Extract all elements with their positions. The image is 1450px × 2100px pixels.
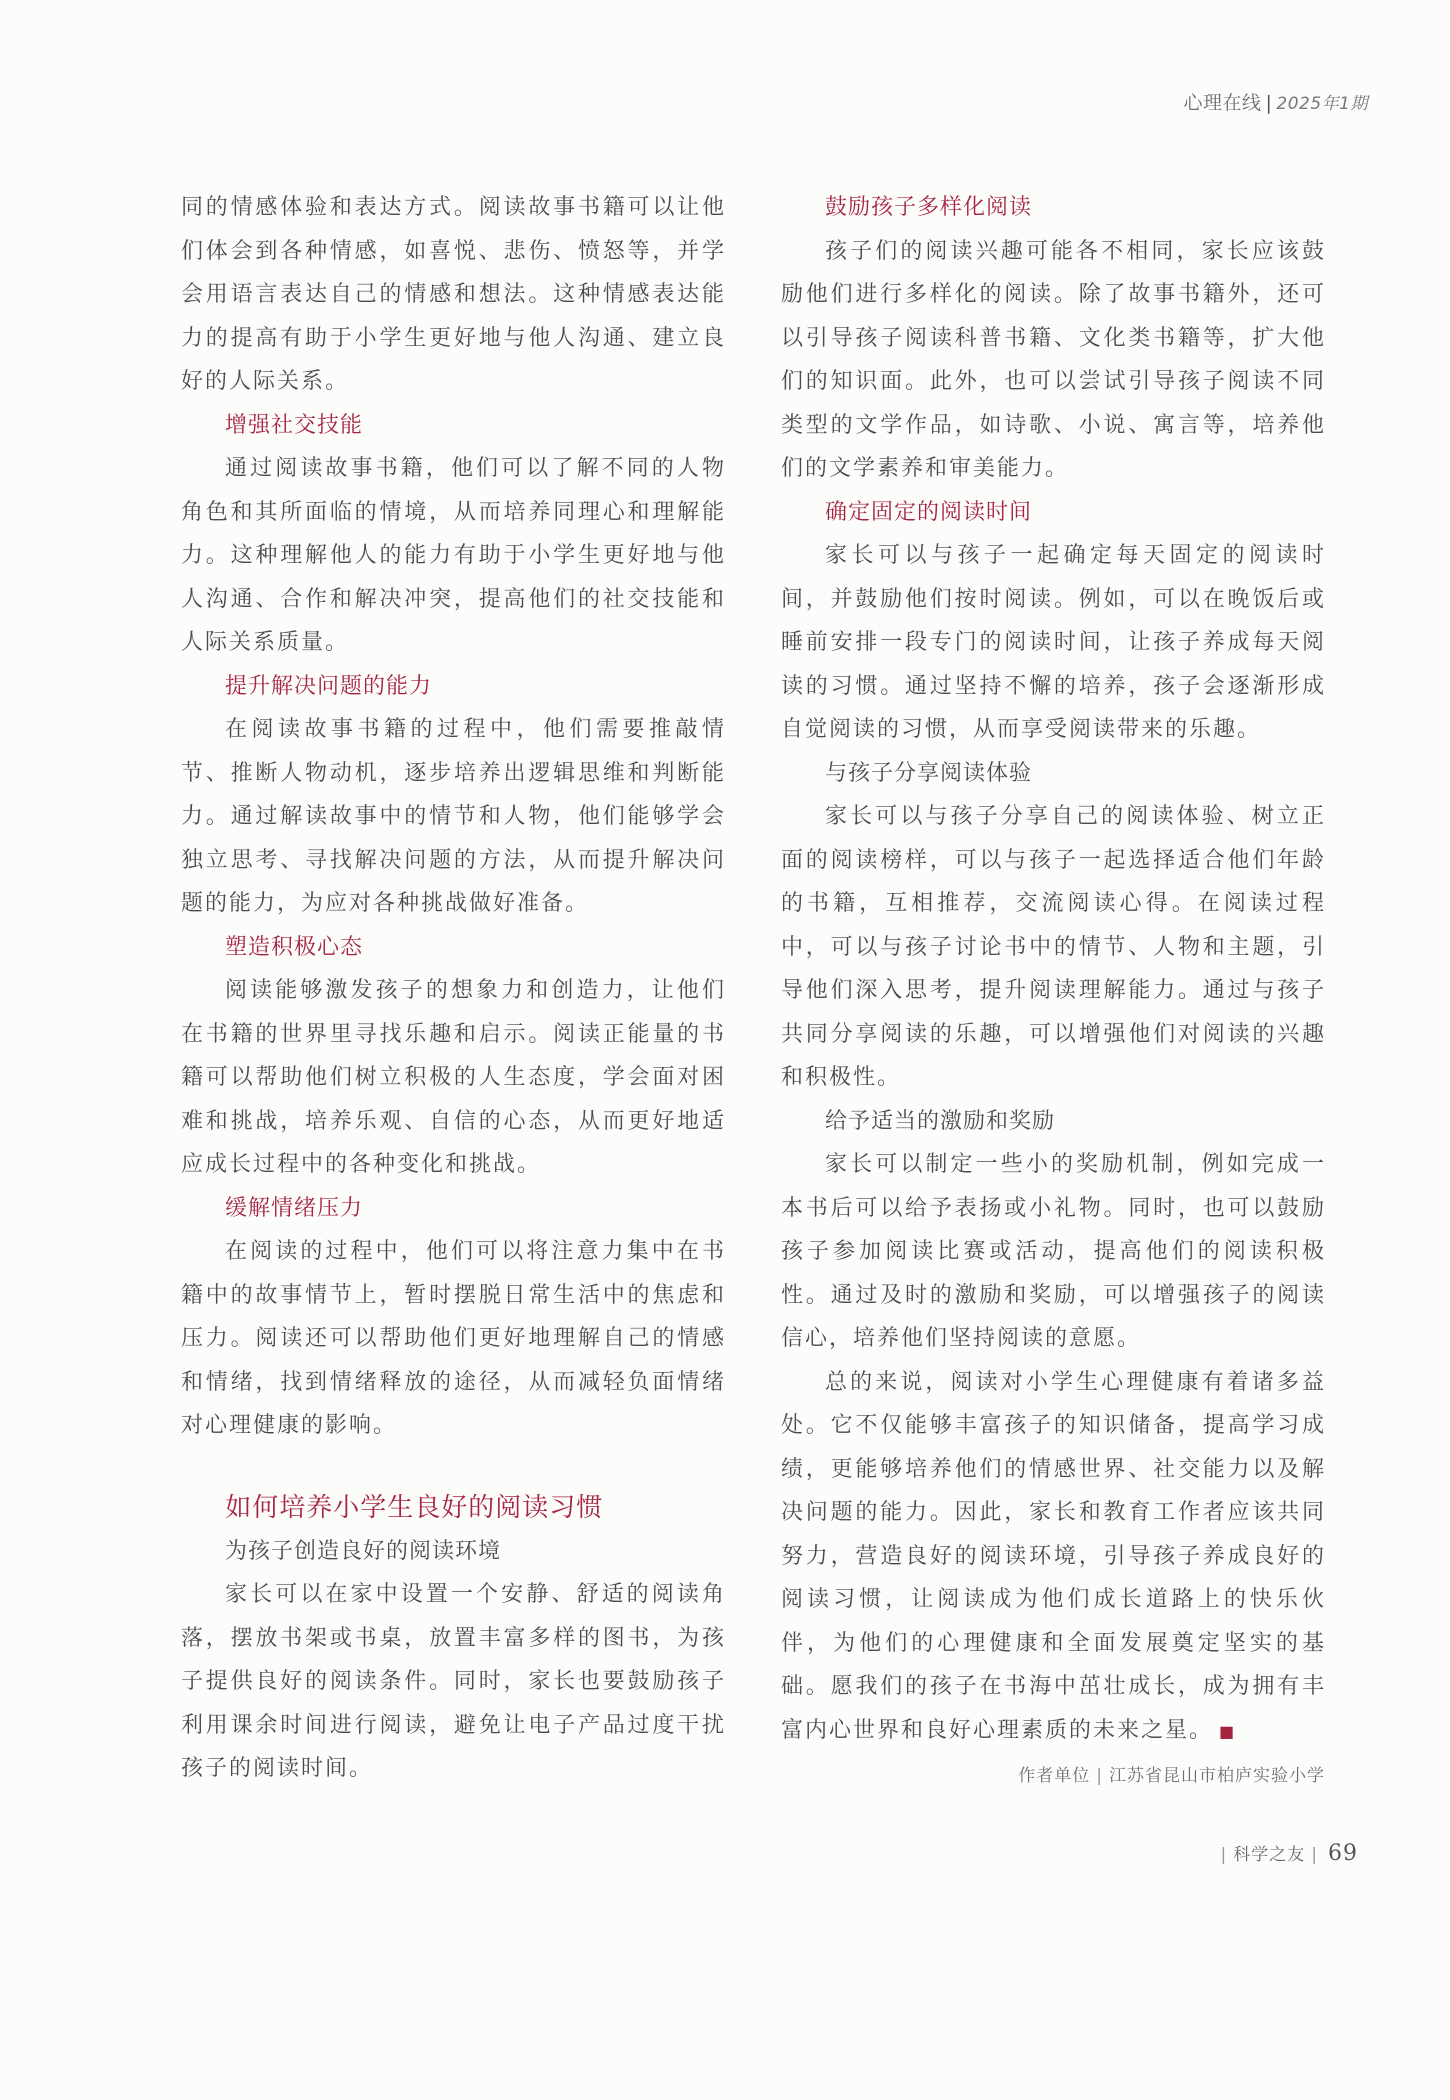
paragraph-diverse-reading: 孩子们的阅读兴趣可能各不相同，家长应该鼓励他们进行多样化的阅读。除了故事书籍外，还可以引导孩子阅读科普书籍、文化类书籍等，扩大他们的知识面。此外，也可以尝试引导孩子阅读不同类型的文学作品，如诗歌、小说、寓言等，培养他们的文学素养和审美能力。: [781, 238, 1326, 481]
conclusion-text: 总的来说，阅读对小学生心理健康有着诸多益处。它不仅能够丰富孩子的知识储备，提高学习成绩，更能够培养他们的情感世界、社交能力以及解决问题的能力。因此，家长和教育工作者应该共同努力，营造良好的阅读环境，引导孩子养成良好的阅读习惯，让阅读成为他们成长道路上的快乐伙伴，为他们的心理健康和全面发展奠定坚实的基础。愿我们的孩子在书海中茁壮成长，成为拥有丰富内心世界和良好心理素质的未来之星。: [781, 1369, 1326, 1743]
author-affiliation: [1018, 1761, 1325, 1786]
paragraph-problem-solving: 在阅读故事书籍的过程中，他们需要推敲情节、推断人物动机，逐步培养出逻辑思维和判断能力。通过解读故事中的情节和人物，他们能够学会独立思考、寻找解决问题的方法，从而提升解决问题的能力，为应对各种挑战做好准备。: [181, 717, 726, 916]
subheading-reading-environment: 为孩子创造良好的阅读环境: [225, 1538, 502, 1564]
running-header: [1183, 88, 1368, 115]
paragraph-emotional-stress: 在阅读的过程中，他们可以将注意力集中在书籍中的故事情节上，暂时摆脱日常生活中的焦虑和压力。阅读还可以帮助他们更好地理解自己的情感和情绪，找到情绪释放的途径，从而减轻负面情绪对心理健康的影响。: [181, 1239, 726, 1438]
article-end-mark-icon: ■: [1219, 1721, 1237, 1741]
header-issue: 2025年1期: [1276, 94, 1368, 114]
subheading-emotional-stress: 缓解情绪压力: [225, 1195, 364, 1221]
paragraph-conclusion: [781, 1361, 1326, 1754]
page-number: 69: [1328, 1841, 1358, 1866]
paragraph-fixed-reading-time: 家长可以与孩子一起确定每天固定的阅读时间，并鼓励他们按时阅读。例如，可以在晚饭后或睡前安排一段专门的阅读时间，让孩子养成每天阅读的习惯。通过坚持不懈的培养，孩子会逐渐形成自觉阅读的习惯，从而享受阅读带来的乐趣。: [781, 543, 1326, 742]
header-separator: |: [1265, 92, 1273, 114]
subheading-social-skills: 增强社交技能: [225, 412, 364, 438]
right-column: [781, 186, 1326, 1753]
paragraph-rewards: 家长可以制定一些小的奖励机制，例如完成一本书后可以给予表扬或小礼物。同时，也可以鼓励孩子参加阅读比赛或活动，提高他们的阅读积极性。通过及时的激励和奖励，可以增强孩子的阅读信心，培养他们坚持阅读的意愿。: [781, 1152, 1326, 1351]
section-title-reading-habits: 如何培养小学生良好的阅读习惯: [225, 1492, 604, 1523]
paragraph-positive-mindset: 阅读能够激发孩子的想象力和创造力，让他们在书籍的世界里寻找乐趣和启示。阅读正能量的书籍可以帮助他们树立积极的人生态度，学会面对困难和挑战，培养乐观、自信的心态，从而更好地适应成长过程中的各种变化和挑战。: [181, 978, 726, 1177]
author-separator: |: [1096, 1766, 1103, 1786]
page-footer: [1215, 1840, 1358, 1866]
subheading-share-reading: 与孩子分享阅读体验: [825, 760, 1033, 786]
subheading-diverse-reading: 鼓励孩子多样化阅读: [825, 195, 1033, 220]
footer-separator-left: |: [1220, 1845, 1228, 1865]
left-column: [181, 186, 726, 1791]
author-unit: 江苏省昆山市柏庐实验小学: [1109, 1766, 1325, 1786]
paragraph-share-reading: 家长可以与孩子分享自己的阅读体验、树立正面的阅读榜样，可以与孩子一起选择适合他们年龄的书籍，互相推荐，交流阅读心得。在阅读过程中，可以与孩子讨论书中的情节、人物和主题，引导他们深入思考，提升阅读理解能力。通过与孩子共同分享阅读的乐趣，可以增强他们对阅读的兴趣和积极性。: [781, 804, 1326, 1090]
subheading-fixed-reading-time: 确定固定的阅读时间: [825, 499, 1033, 525]
subheading-problem-solving: 提升解决问题的能力: [225, 673, 433, 699]
subheading-rewards: 给予适当的激励和奖励: [825, 1108, 1056, 1134]
subheading-positive-mindset: 塑造积极心态: [225, 934, 364, 960]
paragraph-reading-environment: 家长可以在家中设置一个安静、舒适的阅读角落，摆放书架或书桌，放置丰富多样的图书，为孩子提供良好的阅读条件。同时，家长也要鼓励孩子利用课余时间进行阅读，避免让电子产品过度干扰孩子的阅读时间。: [181, 1582, 726, 1781]
paragraph-emotion-continued: 同的情感体验和表达方式。阅读故事书籍可以让他们体会到各种情感，如喜悦、悲伤、愤怒等，并学会用语言表达自己的情感和想法。这种情感表达能力的提高有助于小学生更好地与他人沟通、建立良好的人际关系。: [181, 195, 726, 394]
paragraph-social-skills: 通过阅读故事书籍，他们可以了解不同的人物角色和其所面临的情境，从而培养同理心和理解能力。这种理解他人的能力有助于小学生更好地与他人沟通、合作和解决冲突，提高他们的社交技能和人际关系质量。: [181, 456, 726, 655]
header-magazine-name: 心理在线: [1183, 92, 1262, 114]
footer-separator-right: |: [1311, 1845, 1318, 1865]
author-label: 作者单位: [1018, 1766, 1091, 1786]
footer-magazine-name: 科学之友: [1233, 1845, 1306, 1865]
